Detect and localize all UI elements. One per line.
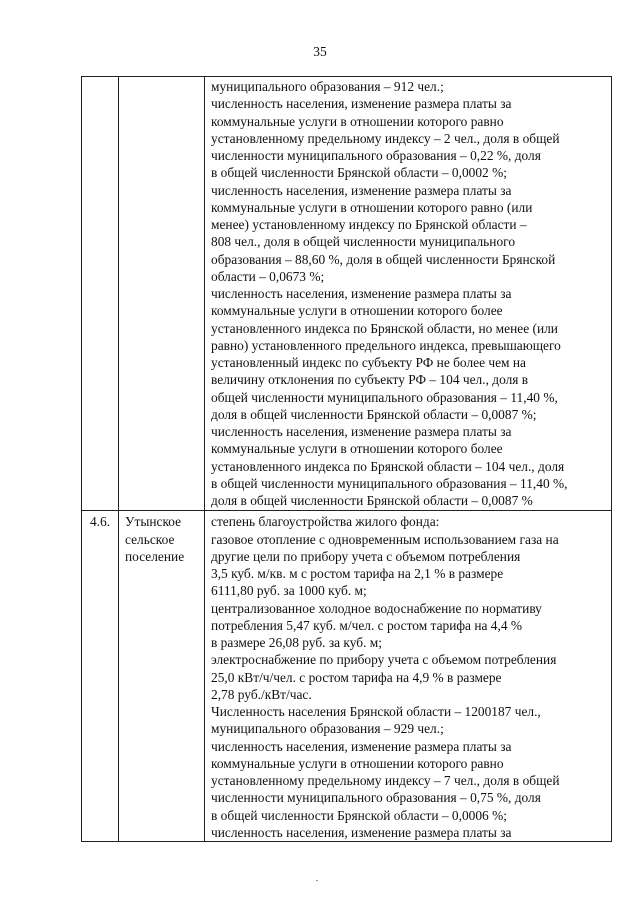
text-line: численность населения, изменение размера платы за [211,286,512,301]
text-line: установленного индекса по Брянской области, но менее (или [211,320,558,336]
text-line: общей численности муниципального образования – 11,40 %, [211,389,558,405]
text-line: установленному предельному индексу – 7 чел., доля в общей [211,773,560,788]
text-line: другие цели по прибору учета с объемом потребления [211,548,521,564]
table-row [82,77,612,511]
text-line: муниципального образования – 929 чел.; [211,721,444,737]
text-line: 25,0 кВт/ч/чел. с ростом тарифа на 4,9 % в размере [211,669,502,685]
text-line: установленному предельному индексу – 2 чел., доля в общей [211,130,560,146]
text-line: централизованное холодное водоснабжение по нормативу [211,600,542,616]
row-number-cell [82,77,119,511]
settlement-name-line: сельское [125,531,175,547]
text-line: 808 чел., доля в общей численности муниципального [211,234,516,250]
text-line: в общей численности Брянской области – 0,0006 %; [211,807,507,823]
settlement-name-line: поселение [125,548,185,564]
text-line: численность населения, изменение размера платы за [211,738,512,754]
text-line: в общей численности муниципального образования – 11,40 %, [211,475,568,491]
settlement-name-cell [119,77,205,511]
text-line: области – 0,0673 %; [211,268,325,284]
scan-speck [316,880,318,881]
text-line: доля в общей численности Брянской области – 0,0087 % [211,493,533,508]
settlement-name-cell [119,511,205,842]
description-cell [205,77,612,511]
text-line: величину отклонения по субъекту РФ – 104 чел., доля в [211,372,529,388]
text-line: доля в общей численности Брянской области – 0,0087 %; [211,406,537,422]
text-line: численности муниципального образования – 0,75 %, доля [211,790,541,806]
page-number: 35 [313,44,327,59]
text-line: численность населения, изменение размера платы за [211,824,512,840]
text-line: численность населения, изменение размера платы за [211,96,512,112]
text-line: равно) установленного предельного индекса, превышающего [211,337,561,353]
text-line: коммунальные услуги в отношении которого более [211,303,503,319]
text-line: в размере 26,08 руб. за куб. м; [211,635,382,650]
text-line: 3,5 куб. м/кв. м с ростом тарифа на 2,1 % в размере [211,566,504,581]
text-line: муниципального образования – 912 чел.; [211,79,444,94]
text-line: коммунальные услуги в отношении которого более [211,441,503,457]
text-line: коммунальные услуги в отношении которого равно [211,755,504,771]
settlement-name-line: Утынское [125,514,182,530]
text-line: Численность населения Брянской области – 1200187 чел., [211,704,541,719]
text-line: электроснабжение по прибору учета с объемом потребления [211,652,557,668]
text-line: численности муниципального образования – 0,22 %, доля [211,148,541,163]
text-line: 2,78 руб./кВт/час. [211,686,312,702]
row-number-cell: 4.6. [82,511,119,842]
text-line: в общей численности Брянской области – 0,0002 %; [211,165,507,181]
document-table [81,76,612,842]
text-line: установленный индекс по субъекту РФ не более чем на [211,355,526,370]
table-row [82,511,612,842]
text-line: численность населения, изменение размера платы за [211,424,512,439]
text-line: коммунальные услуги в отношении которого равно (или [211,199,533,215]
text-line: потребления 5,47 куб. м/чел. с ростом тарифа на 4,4 % [211,617,523,633]
text-line: образования – 88,60 %, доля в общей численности Брянской [211,251,556,267]
description-cell [205,511,612,842]
text-line: коммунальные услуги в отношении которого равно [211,113,504,129]
text-line: численность населения, изменение размера платы за [211,182,512,198]
text-line: менее) установленному индексу по Брянской области – [211,217,527,232]
table-body [82,77,612,842]
text-line: степень благоустройства жилого фонда: [211,514,440,530]
text-line: установленного индекса по Брянской области – 104 чел., доля [211,458,565,474]
text-line: 6111,80 руб. за 1000 куб. м; [211,583,367,599]
text-line: газовое отопление с одновременным использованием газа на [211,531,559,547]
